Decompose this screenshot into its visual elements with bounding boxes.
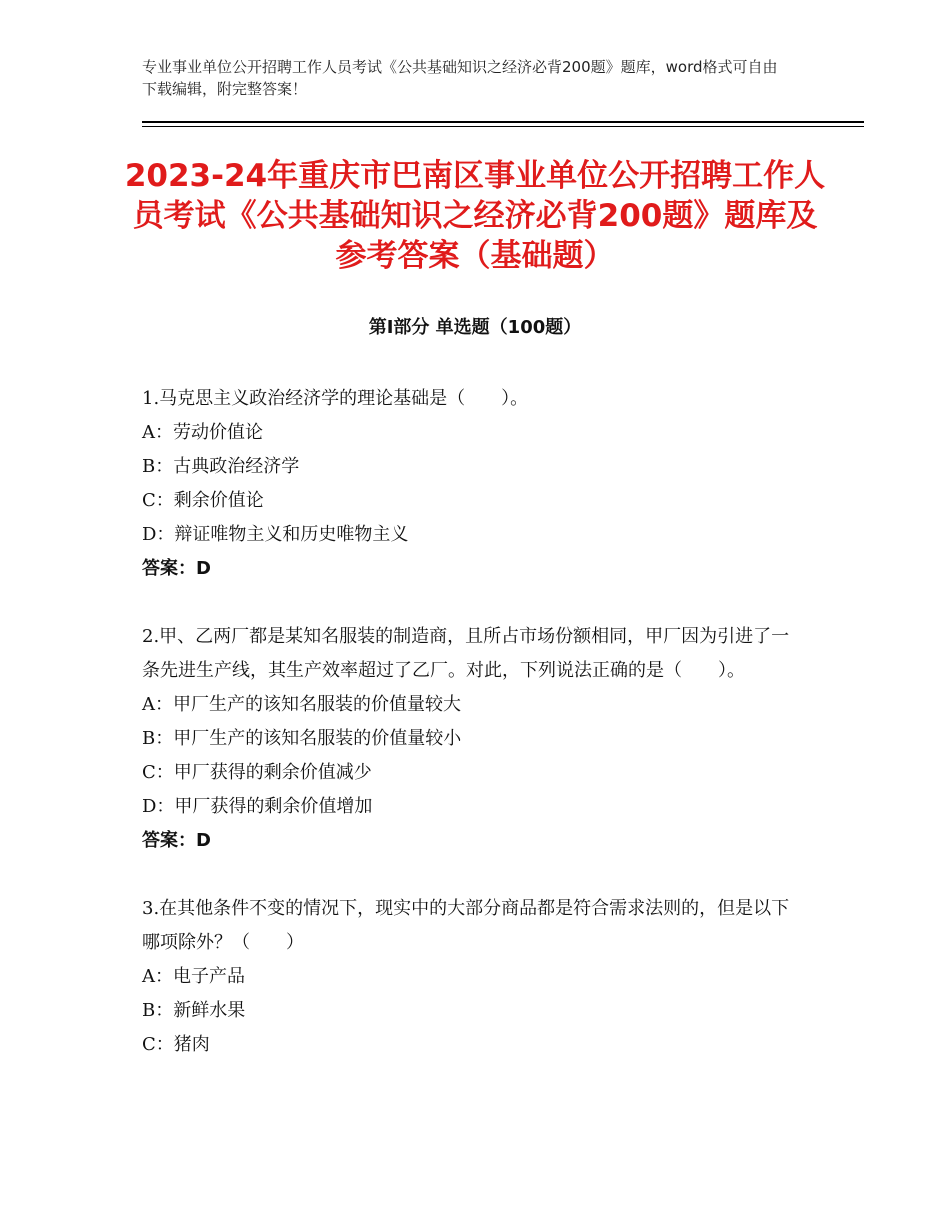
- header-rule-thick: [142, 121, 864, 123]
- option-c: C：剩余价值论: [142, 490, 264, 511]
- question-stem: 3.在其他条件不变的情况下，现实中的大部分商品都是符合需求法则的，但是以下哪项除外？（ ）: [142, 898, 790, 953]
- question-1: [142, 382, 802, 586]
- option-d: D：辩证唯物主义和历史唯物主义: [142, 524, 409, 545]
- option-b: B：新鲜水果: [142, 1000, 246, 1021]
- document-title: 2023-24年重庆市巴南区事业单位公开招聘工作人员考试《公共基础知识之经济必背200题》题库及参考答案（基础题）: [124, 158, 826, 274]
- header-note: 专业事业单位公开招聘工作人员考试《公共基础知识之经济必背200题》题库，word格式可自由下载编辑，附完整答案！: [142, 58, 778, 98]
- option-b: B：古典政治经济学: [142, 456, 300, 477]
- option-a: A：劳动价值论: [142, 422, 263, 443]
- question-list: [142, 382, 802, 1096]
- section-title: 第Ⅰ部分 单选题（100题）: [368, 317, 582, 338]
- option-a: A：甲厂生产的该知名服装的价值量较大: [142, 694, 461, 715]
- question-2: [142, 620, 802, 858]
- option-d: D：甲厂获得的剩余价值增加: [142, 796, 373, 817]
- question-stem: 1.马克思主义政治经济学的理论基础是（ ）。: [142, 388, 529, 409]
- question-stem: 2.甲、乙两厂都是某知名服装的制造商，且所占市场份额相同，甲厂因为引进了一条先进生产线，其生产效率超过了乙厂。对此，下列说法正确的是（ ）。: [142, 626, 790, 681]
- answer: 答案：D: [142, 830, 211, 851]
- option-c: C：猪肉: [142, 1034, 210, 1055]
- option-b: B：甲厂生产的该知名服装的价值量较小: [142, 728, 462, 749]
- option-c: C：甲厂获得的剩余价值减少: [142, 762, 372, 783]
- option-a: A：电子产品: [142, 966, 245, 987]
- question-3: [142, 892, 802, 1062]
- header-rule-thin: [142, 126, 864, 127]
- answer: 答案：D: [142, 558, 211, 579]
